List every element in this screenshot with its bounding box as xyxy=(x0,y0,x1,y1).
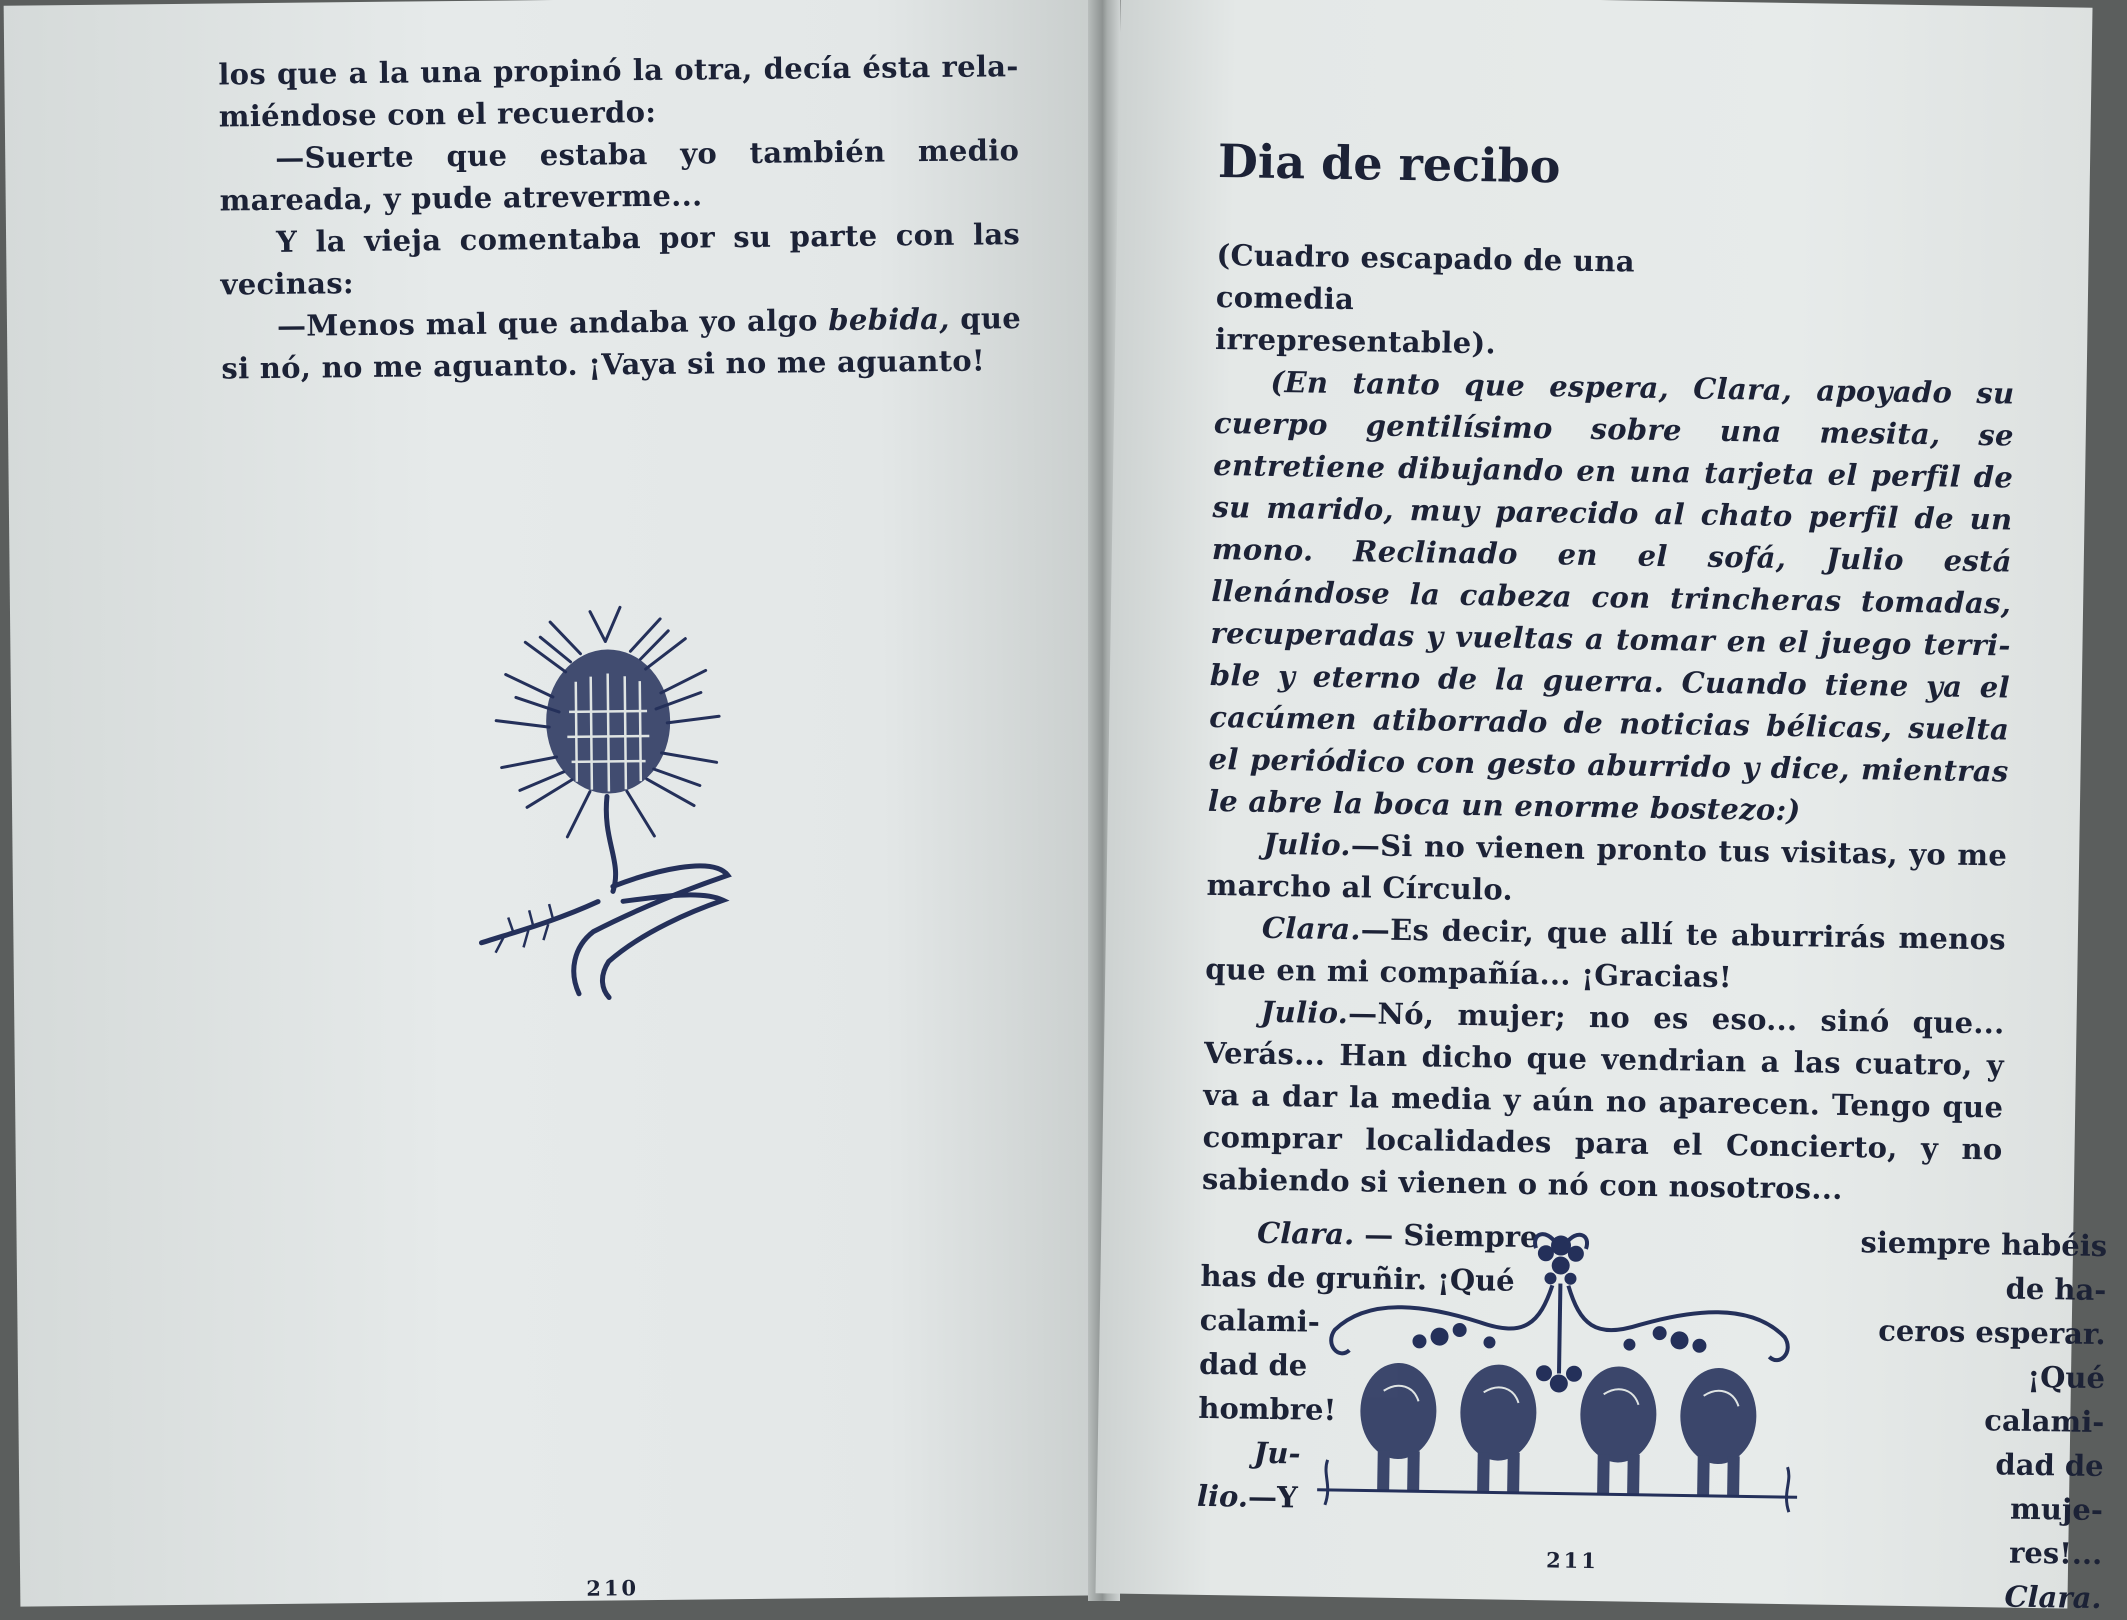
thistle-illustration xyxy=(470,600,744,1003)
column-line: calami- xyxy=(1199,1302,1321,1339)
chapter-subtitle xyxy=(1215,234,1637,367)
dialogue-text: —Nó, mujer; no es eso... sinó que... Verás... Han dicho que vendrian a las cuatro, y va a dar la media y aún no aparecen. Tengo que comprar localidades para el Concierto, y no sabiendo si vienen o nó con nosotros... xyxy=(1201,996,2005,1206)
speaker: lio. xyxy=(1196,1478,1249,1514)
column-text: — Siempre xyxy=(1364,1217,1539,1255)
dialogue-line xyxy=(1202,990,2005,1213)
column-line: hombre! xyxy=(1198,1390,1337,1428)
text-run: —Menos mal que andaba yo algo xyxy=(276,303,829,343)
animal-frieze-illustration xyxy=(1307,1220,1812,1528)
column-line: dad de xyxy=(1198,1346,1308,1383)
column-line: res!... xyxy=(2008,1535,2103,1572)
stage-direction: (En tanto que espera, Clara, apoyado su cuerpo gentilísimo sobre una mesita, se entretiene dibujando en una tarjeta el perfil de su marido, muy parecido al chato perfil de un mono. Reclinado en el sofá, Julio está llenándose la cabeza con trincheras tomadas, recuperadas y vueltas a tomar en el juego terrible y eterno de la guerra. Cuando tiene ya el cacúmen atiborrado de noticias bélicas, suelta el periódico con gesto aburrido y dice, mientras le abre la boca un enorme bostezo:) xyxy=(1207,364,2015,828)
speaker: Julio. xyxy=(1263,826,1352,863)
column-text: —Y xyxy=(1247,1479,1298,1515)
speaker: Clara. xyxy=(2004,1579,2102,1616)
dialogue-text: —Es decir, que allí te aburrirás menos que en mi compañía... ¡Gracias! xyxy=(1205,912,2007,995)
column-line: muje- xyxy=(2009,1491,2104,1528)
speaker: Julio. xyxy=(1260,994,1349,1031)
paragraph: Y la vieja comentaba por su parte con las vecinas: xyxy=(220,217,1021,302)
paragraph xyxy=(221,297,1022,389)
page-number: 211 xyxy=(1545,1547,1600,1574)
right-column-text xyxy=(1811,1220,2107,1620)
right-page-text xyxy=(1202,360,2015,1212)
page-number: 210 xyxy=(586,1575,640,1601)
speaker: Clara. xyxy=(1261,910,1362,947)
paragraph: —Suerte que estaba yo también medio mareada, y pude atreverme... xyxy=(219,133,1020,218)
left-page-text xyxy=(218,45,1021,389)
paragraph: los que a la una propinó la otra, decía ésta relamiéndose con el recuerdo: xyxy=(218,49,1019,134)
italic-word: bebida, xyxy=(828,301,950,338)
dialogue-text: —Si no vienen pronto tus visitas, yo me marcho al Círculo. xyxy=(1206,828,2008,907)
speaker: Clara. xyxy=(1256,1215,1355,1252)
column-line: has de gruñir. ¡Qué xyxy=(1200,1258,1515,1298)
column-line: dad de xyxy=(1995,1447,2104,1484)
column-line: ceros esperar. ¡Qué xyxy=(1877,1313,2106,1396)
dialogue-line xyxy=(1206,822,2007,919)
text-run: que si nó, no me aguanto. ¡Vaya si no me aguanto! xyxy=(221,301,1022,386)
column-line: calami- xyxy=(1984,1403,2105,1440)
column-line: siempre habéis de ha- xyxy=(1860,1225,2108,1308)
left-page xyxy=(4,0,1111,1607)
speaker: Ju- xyxy=(1253,1435,1301,1471)
right-page xyxy=(1095,0,2108,1616)
chapter-title: Dia de recibo xyxy=(1217,134,1561,194)
subtitle-text: (Cuadro escapado de una comedia irrepresentable). xyxy=(1214,238,1636,361)
dialogue-line xyxy=(1205,906,2006,1003)
